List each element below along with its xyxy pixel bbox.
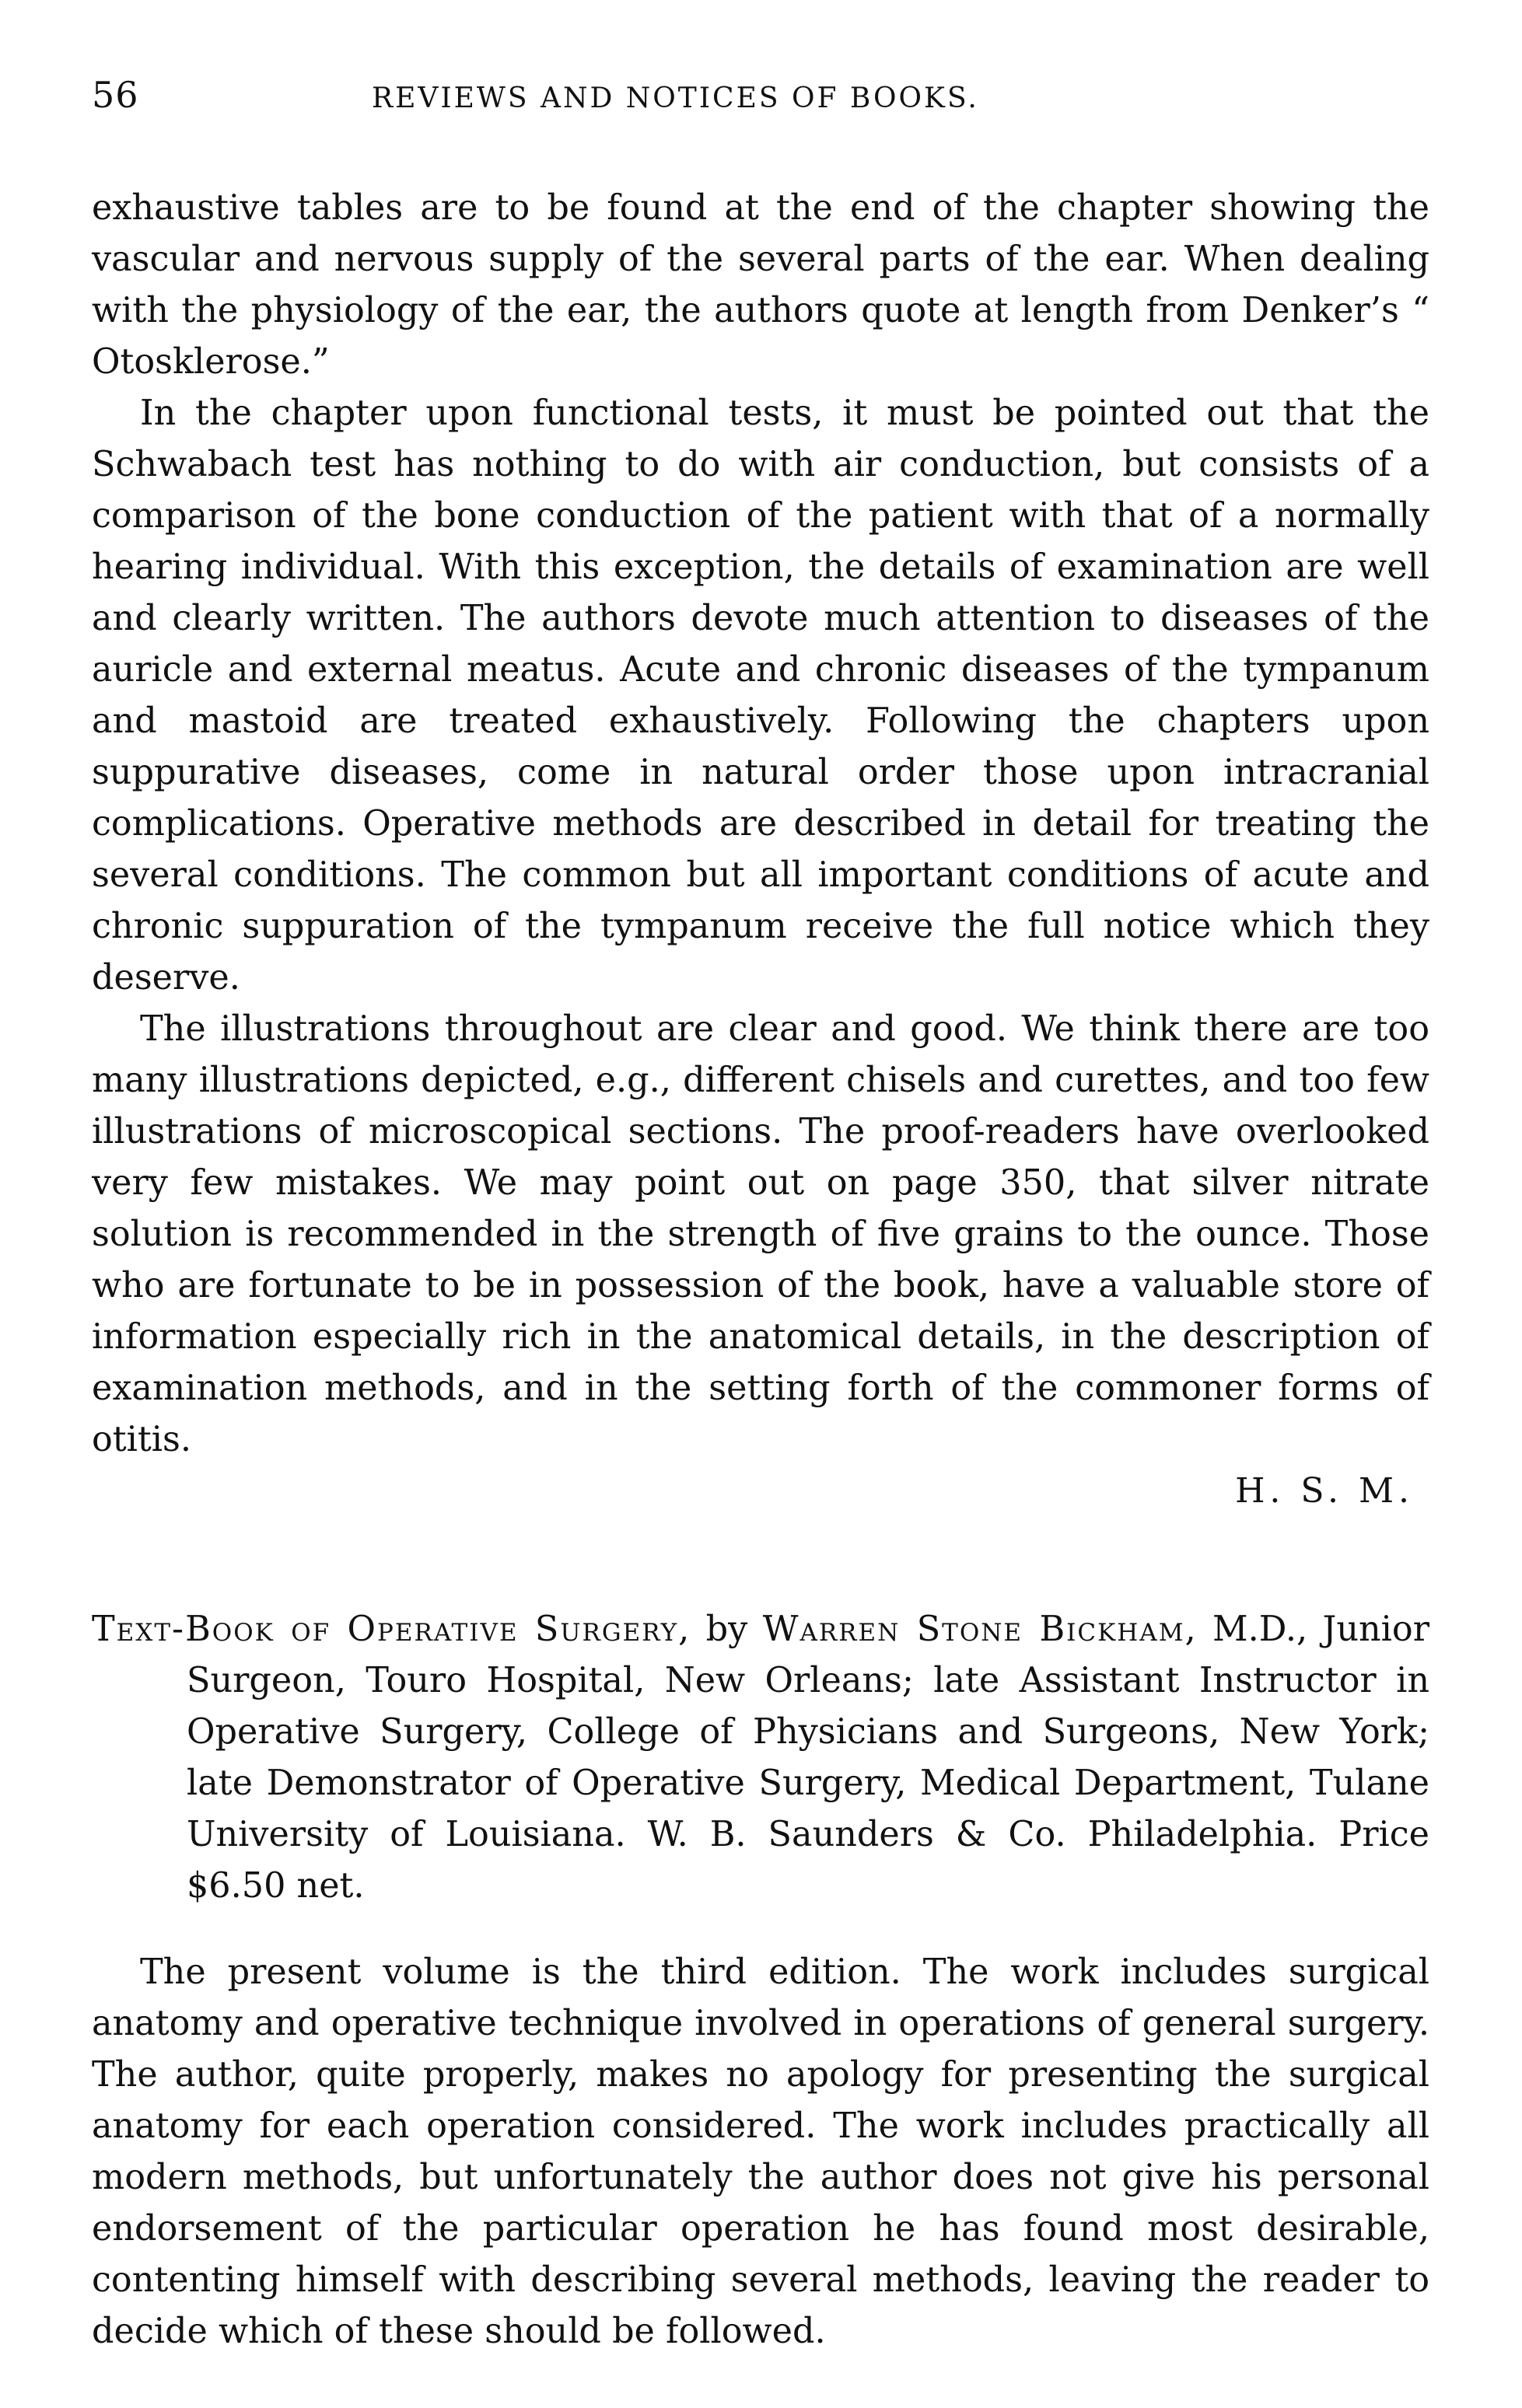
review-paragraph: In the chapter upon functional tests, it must be pointed out that the Schwabach test has nothing to do with air conduction, but consists of a comparison of the bone conduction of the patient with that of a normally hearing individual. With this exception, the details of examination are well and clearly written. The authors devote much attention to diseases of the auricle and external meatus. Acute and chronic diseases of the tympanum and mastoid are treated exhaustively. Following the chapters upon suppurative diseases, come in natural order those upon intracranial complications. Operative methods are described in detail for treating the several conditions. The common but all important conditions of acute and chronic suppuration of the tympanum receive the full notice which they deserve. xyxy=(92,393,1429,998)
book-by: by xyxy=(691,1609,763,1649)
review-otology xyxy=(92,183,1429,1517)
book-title: Text-Book of Operative Surgery, xyxy=(92,1609,691,1649)
book-details: M.D., Junior Surgeon, Touro Hospital, New Orleans; late Assistant Instructor in Operative Surgery, College of Physicians and Surgeons, New York; late Demonstrator of Operative Surgery, Medical Department, Tulane University of Louisiana. W. B. Saunders & Co. Philadelphia. Price $6.50 net. xyxy=(187,1609,1429,1906)
review-paragraph: The illustrations throughout are clear and good. We think there are too many illustrations depicted, e.g., different chisels and curettes, and too few illustrations of microscopical sections. The proof-readers have overlooked very few mistakes. We may point out on page 350, that silver nitrate solution is recommended in the strength of five grains to the ounce. Those who are fortunate to be in possession of the book, have a valuable store of information especially rich in the anatomical details, in the description of examination methods, and in the setting forth of the commoner forms of otitis. xyxy=(92,1009,1429,1459)
review-paragraph: The present volume is the third edition. The work includes surgical anatomy and operative technique involved in operations of general surgery. The author, quite properly, makes no apology for presenting the surgical anatomy for each operation considered. The work includes practically all modern methods, but unfortunately the author does not give his personal endorsement of the particular operation he has found most desirable, contenting himself with describing several methods, leaving the reader to decide which of these should be followed. xyxy=(92,1952,1429,2351)
book-author: Warren Stone Bickham, xyxy=(762,1609,1198,1649)
reviewer-signature: H. S. M. xyxy=(1235,1471,1414,1511)
review-paragraph: exhaustive tables are to be found at the end of the chapter showing the vascular and nervous supply of the several parts of the ear. When dealing with the physiology of the ear, the authors quote at length from Denker’s “ Otosklerose.” xyxy=(92,188,1429,382)
book-entry xyxy=(92,1604,1429,1912)
page-number: 56 xyxy=(92,74,139,116)
review-operative-surgery xyxy=(92,1604,1429,2357)
page-header xyxy=(92,74,1429,136)
journal-page xyxy=(92,74,1429,2357)
running-head: REVIEWS AND NOTICES OF BOOKS. xyxy=(372,82,979,114)
